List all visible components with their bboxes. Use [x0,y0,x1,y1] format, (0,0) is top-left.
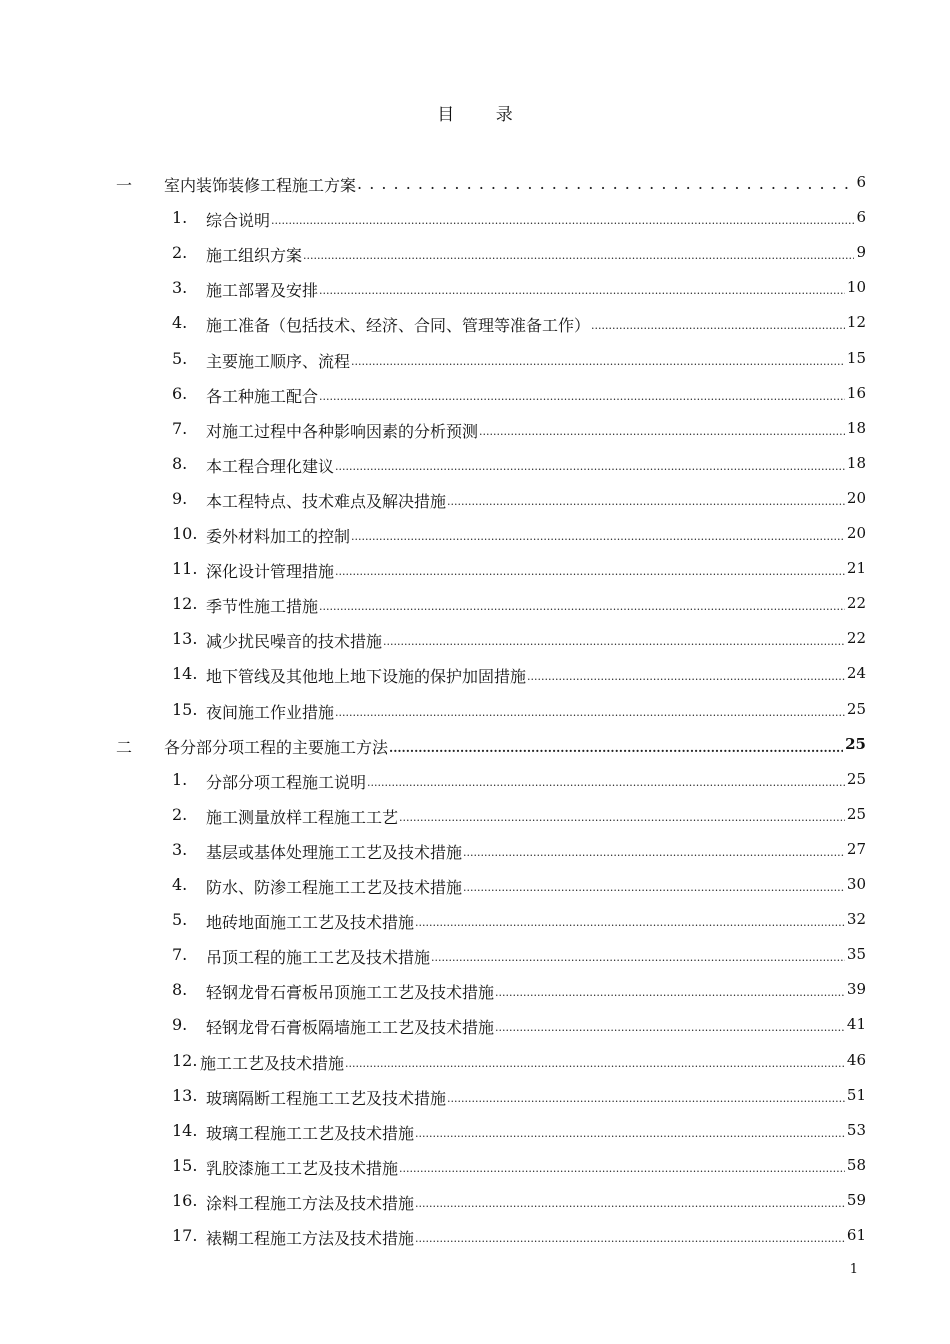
toc-dot-leader [495,1015,845,1035]
toc-page-number: 9 [856,243,866,262]
toc-entry-row[interactable] [0,1184,950,1219]
toc-entry-title: 深化设计管理措施 [206,562,335,582]
toc-page-number: 20 [846,488,866,507]
toc-entry-row[interactable] [0,306,950,341]
toc-entry-number: 4. [172,875,188,894]
toc-page-number: 21 [846,559,866,578]
toc-page-number: 18 [846,453,866,472]
toc-dot-leader [447,1086,845,1106]
toc-page-number: 51 [846,1085,866,1104]
toc-entry-title: 主要施工顺序、流程 [206,351,351,371]
toc-dot-leader [447,489,845,509]
toc-entry-row[interactable] [0,1044,950,1079]
toc-entry-row[interactable] [0,1149,950,1184]
toc-entry-number: 17. [172,1226,198,1245]
toc-dot-leader [367,770,845,790]
toc-entry-title: 吊顶工程的施工工艺及技术措施 [206,948,431,968]
toc-page-number: 46 [846,1050,866,1069]
toc-entry-number: 3. [172,839,188,859]
toc-entry-row[interactable] [0,377,950,412]
toc-page-number: 41 [846,1015,866,1034]
toc-entry-number: 14. [172,1120,198,1140]
toc-page-number: 25 [846,804,866,823]
toc-entry-number: 13. [172,629,198,649]
toc-entry-row[interactable] [0,552,950,587]
toc-dot-leader [415,1121,845,1141]
toc-page-number: 30 [846,875,866,893]
toc-page-number: 39 [846,980,866,999]
toc-entry-title: 地下管线及其他地上地下设施的保护加固措施 [206,667,527,687]
toc-entry-row[interactable] [0,412,950,447]
toc-entry-number: 7. [172,418,188,438]
toc-entry-number: 5. [172,910,188,930]
toc-entry-row[interactable] [0,342,950,377]
toc-dot-leader [351,524,845,544]
toc-entry-number: 11. [172,559,198,579]
toc-entry-number: 4. [172,313,188,333]
toc-chapter-title: 室内装饰装修工程施工方案 [164,176,357,195]
toc-entry-number: 16. [172,1190,198,1210]
toc-entry-number: 7. [172,945,188,965]
toc-page-number: 35 [846,945,866,964]
toc-entry-row[interactable] [0,798,950,833]
toc-entry-number: 13. [172,1085,198,1105]
toc-dot-leader [527,664,845,684]
toc-page-number: 25 [846,699,866,718]
toc-dot-leader [335,454,845,474]
toc-entry-number: 8. [172,453,188,473]
toc-chapter-title: 各分部分项工程的主要施工方法 [164,737,389,757]
toc-page-number: 53 [846,1120,866,1139]
toc-entry-row[interactable] [0,938,950,973]
toc-dot-leader [303,243,854,263]
toc-page-number: 22 [846,594,866,613]
toc-entry-number: 8. [172,980,188,1000]
toc-page-number: 12 [846,313,866,332]
toc-page-number: 22 [846,629,866,648]
toc-page-number: 16 [846,383,866,402]
toc-dot-leader [357,173,854,193]
toc-page-number: 6 [856,208,866,227]
toc-entry-row[interactable] [0,201,950,236]
toc-dot-leader [319,594,845,614]
toc-page-number: 20 [846,524,866,542]
toc-entry-row[interactable] [0,693,950,728]
toc-dot-leader [383,629,845,649]
toc-entry-row[interactable] [0,973,950,1008]
toc-entry-title: 乳胶漆施工工艺及技术措施 [206,1158,399,1178]
toc-dot-leader [351,349,845,369]
toc-entry-number: 2. [172,804,188,824]
toc-entry-number: 15. [172,1155,198,1175]
toc-page-number: 25 [845,734,866,753]
page-number: 1 [849,1262,858,1277]
toc-entry-number: 3. [172,278,188,298]
toc-entry-title: 季节性施工措施 [206,597,319,617]
toc-entry-row[interactable] [0,482,950,517]
toc-page-number: 59 [846,1190,866,1209]
toc-entry-title: 轻钢龙骨石膏板吊顶施工工艺及技术措施 [206,983,495,1003]
toc-entry-number: 1. [172,208,188,228]
toc-entry-title: 本工程合理化建议 [206,456,335,476]
toc-entry-row[interactable] [0,1008,950,1043]
toc-entry-row[interactable] [0,1079,950,1114]
toc-entry-row[interactable] [0,517,950,552]
toc-dot-leader [479,419,845,439]
toc-entry-title: 施工部署及安排 [206,281,319,301]
toc-entry-number: 9. [172,1015,188,1035]
toc-entry-row[interactable] [0,587,950,622]
toc-entry-title: 对施工过程中各种影响因素的分析预测 [206,421,479,441]
toc-entry-number: 14. [172,664,198,684]
toc-entry-title: 综合说明 [206,211,271,231]
toc-page-number: 61 [846,1226,866,1244]
toc-entry-title: 基层或基体处理施工工艺及技术措施 [206,842,463,862]
toc-entry-title: 减少扰民噪音的技术措施 [206,632,383,652]
toc-dot-leader [319,278,845,298]
toc-dot-leader [399,805,845,825]
toc-chapter-number: 二 [116,737,133,757]
toc-entry-row[interactable] [0,833,950,868]
toc-entry-title: 分部分项工程施工说明 [206,772,367,792]
toc-entry-title: 施工工艺及技术措施 [200,1053,345,1073]
toc-chapter-row[interactable] [0,166,950,201]
toc-page-number: 58 [846,1155,866,1174]
toc-entry-row[interactable] [0,657,950,692]
toc-entry-number: 12. [172,594,198,614]
toc-entry-title: 委外材料加工的控制 [206,527,351,546]
toc-entry-title: 施工组织方案 [206,246,303,266]
toc-entry-row[interactable] [0,447,950,482]
toc-entry-title: 地砖地面施工工艺及技术措施 [206,913,415,933]
toc-entry-title: 夜间施工作业措施 [206,702,335,722]
toc-page-number: 32 [846,910,866,929]
toc-page-number: 15 [846,348,866,367]
toc-dot-leader [319,384,845,404]
page-title: 目 录 [437,105,531,125]
toc-dot-leader [415,1191,845,1211]
toc-entry-row[interactable] [0,622,950,657]
toc-entry-number: 1. [172,769,188,789]
toc-page-number: 27 [846,839,866,858]
toc-entry-title: 玻璃隔断工程施工工艺及技术措施 [206,1088,447,1108]
toc-entry-row[interactable] [0,868,950,903]
toc-chapter-number: 一 [116,176,133,195]
toc-page-number: 25 [846,769,866,788]
toc-page-number: 6 [856,173,866,191]
toc-dot-leader [271,208,854,228]
toc-dot-leader [399,1156,845,1176]
toc-dot-leader [335,559,845,579]
toc-entry-number: 15. [172,699,198,719]
toc-dot-leader [389,735,843,755]
toc-entry-row[interactable] [0,903,950,938]
toc-entry-title: 施工测量放样工程施工工艺 [206,807,399,827]
toc-entry-number: 10. [172,524,198,543]
toc-entry-row[interactable] [0,1219,950,1254]
toc-entry-number: 6. [172,383,188,403]
toc-dot-leader [591,313,845,333]
toc-dot-leader [431,945,845,965]
toc-dot-leader [463,840,845,860]
toc-entry-title: 施工准备（包括技术、经济、合同、管理等准备工作） [206,316,591,336]
toc-dot-leader [415,910,845,930]
toc-entry-title: 裱糊工程施工方法及技术措施 [206,1229,415,1248]
toc-entry-number: 9. [172,488,188,508]
toc-entry-title: 防水、防渗工程施工工艺及技术措施 [206,878,463,897]
toc-dot-leader [345,1051,845,1071]
toc-dot-leader [463,875,845,895]
toc-dot-leader [335,700,845,720]
toc-entry-number: 5. [172,348,188,368]
toc-dot-leader [415,1226,845,1246]
toc-page-number: 18 [846,418,866,437]
toc-chapter-row[interactable] [0,728,950,763]
toc-entry-title: 本工程特点、技术难点及解决措施 [206,491,447,511]
toc-entry-row[interactable] [0,763,950,798]
toc-page-number: 24 [846,664,866,683]
toc-page-number: 10 [846,278,866,297]
toc-entry-number: 2. [172,243,188,263]
toc-entry-row[interactable] [0,271,950,306]
toc-entry-title: 玻璃工程施工工艺及技术措施 [206,1123,415,1143]
toc-dot-leader [495,980,845,1000]
toc-entry-title: 各工种施工配合 [206,386,319,406]
toc-entry-title: 涂料工程施工方法及技术措施 [206,1193,415,1213]
toc-entry-row[interactable] [0,1114,950,1149]
toc-entry-row[interactable] [0,236,950,271]
toc-entry-title: 轻钢龙骨石膏板隔墙施工工艺及技术措施 [206,1018,495,1038]
toc-entry-number: 12. [172,1050,198,1070]
